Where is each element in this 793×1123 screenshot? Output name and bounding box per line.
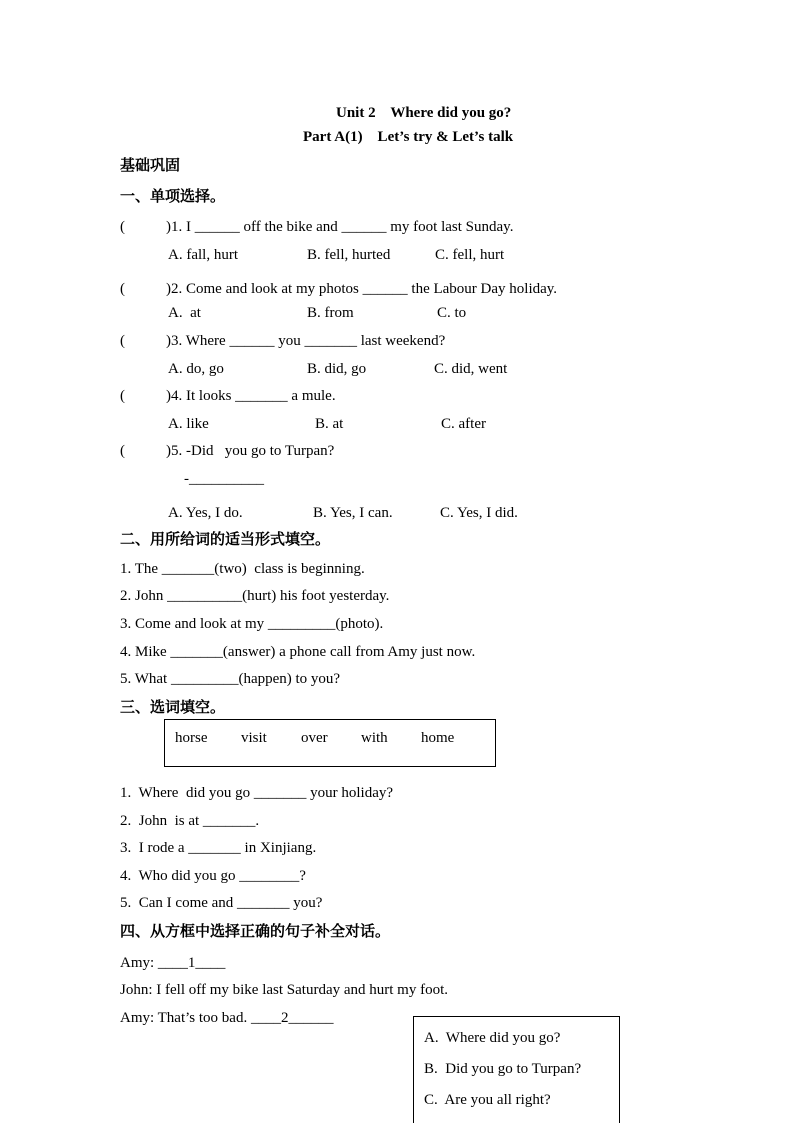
word-with: with <box>361 730 388 746</box>
sec2-item: 2. John __________(hurt) his foot yesterday. <box>120 588 390 604</box>
q3-text: )3. Where ______ you _______ last weekend? <box>166 333 446 349</box>
section-2-heading: 二、用所给词的适当形式填空。 <box>120 530 331 548</box>
word-over: over <box>301 730 328 746</box>
q5-answer-blank: -__________ <box>184 471 264 487</box>
q2-option-a: A. at <box>168 305 201 321</box>
dialogue-line: Amy: ____1____ <box>120 955 226 971</box>
section-3-heading: 三、选词填空。 <box>120 698 226 716</box>
q2-option-b: B. from <box>307 305 354 321</box>
q1-option-b: B. fell, hurted <box>307 247 391 263</box>
q1-option-a: A. fall, hurt <box>168 247 238 263</box>
q2-text: )2. Come and look at my photos ______ the Labour Day holiday. <box>166 281 558 297</box>
word-home: home <box>421 730 455 746</box>
word-horse: horse <box>175 730 208 746</box>
sec2-item: 5. What _________(happen) to you? <box>120 671 341 687</box>
dialogue-line: John: I fell off my bike last Saturday and hurt my foot. <box>120 982 449 998</box>
q1-paren: ( <box>120 219 125 235</box>
sec3-item: 3. I rode a _______ in Xinjiang. <box>120 840 317 856</box>
options-box <box>413 1016 620 1123</box>
sec3-item: 2. John is at _______. <box>120 813 260 829</box>
q3-paren: ( <box>120 333 125 349</box>
q5-option-b: B. Yes, I can. <box>313 505 393 521</box>
q5-option-c: C. Yes, I did. <box>440 505 518 521</box>
page-title: Unit 2 Where did you go? <box>336 105 512 121</box>
word-bank-box <box>164 719 496 767</box>
q4-paren: ( <box>120 388 125 404</box>
sec2-item: 3. Come and look at my _________(photo). <box>120 616 384 632</box>
sec2-item: 4. Mike _______(answer) a phone call from Amy just now. <box>120 644 476 660</box>
option-c: C. Are you all right? <box>424 1092 551 1108</box>
q3-option-a: A. do, go <box>168 361 224 377</box>
q3-option-b: B. did, go <box>307 361 367 377</box>
q1-text: )1. I ______ off the bike and ______ my foot last Sunday. <box>166 219 514 235</box>
q3-option-c: C. did, went <box>434 361 508 377</box>
section-1-heading: 一、单项选择。 <box>120 187 226 205</box>
q5-paren: ( <box>120 443 125 459</box>
q1-option-c: C. fell, hurt <box>435 247 505 263</box>
q4-option-c: C. after <box>441 416 486 432</box>
q4-option-b: B. at <box>315 416 344 432</box>
sec2-item: 1. The _______(two) class is beginning. <box>120 561 365 577</box>
section-basic-heading: 基础巩固 <box>120 156 181 174</box>
word-visit: visit <box>241 730 267 746</box>
sec3-item: 4. Who did you go ________? <box>120 868 306 884</box>
option-b: B. Did you go to Turpan? <box>424 1061 582 1077</box>
option-a: A. Where did you go? <box>424 1030 561 1046</box>
dialogue-line: Amy: That’s too bad. ____2______ <box>120 1010 334 1026</box>
q4-text: )4. It looks _______ a mule. <box>166 388 336 404</box>
q4-option-a: A. like <box>168 416 209 432</box>
q5-text: )5. -Did you go to Turpan? <box>166 443 335 459</box>
page-subtitle: Part A(1) Let’s try & Let’s talk <box>303 129 514 145</box>
q5-option-a: A. Yes, I do. <box>168 505 243 521</box>
section-4-heading: 四、从方框中选择正确的句子补全对话。 <box>120 922 391 940</box>
q2-option-c: C. to <box>437 305 467 321</box>
q2-paren: ( <box>120 281 125 297</box>
sec3-item: 1. Where did you go _______ your holiday? <box>120 785 394 801</box>
sec3-item: 5. Can I come and _______ you? <box>120 895 323 911</box>
